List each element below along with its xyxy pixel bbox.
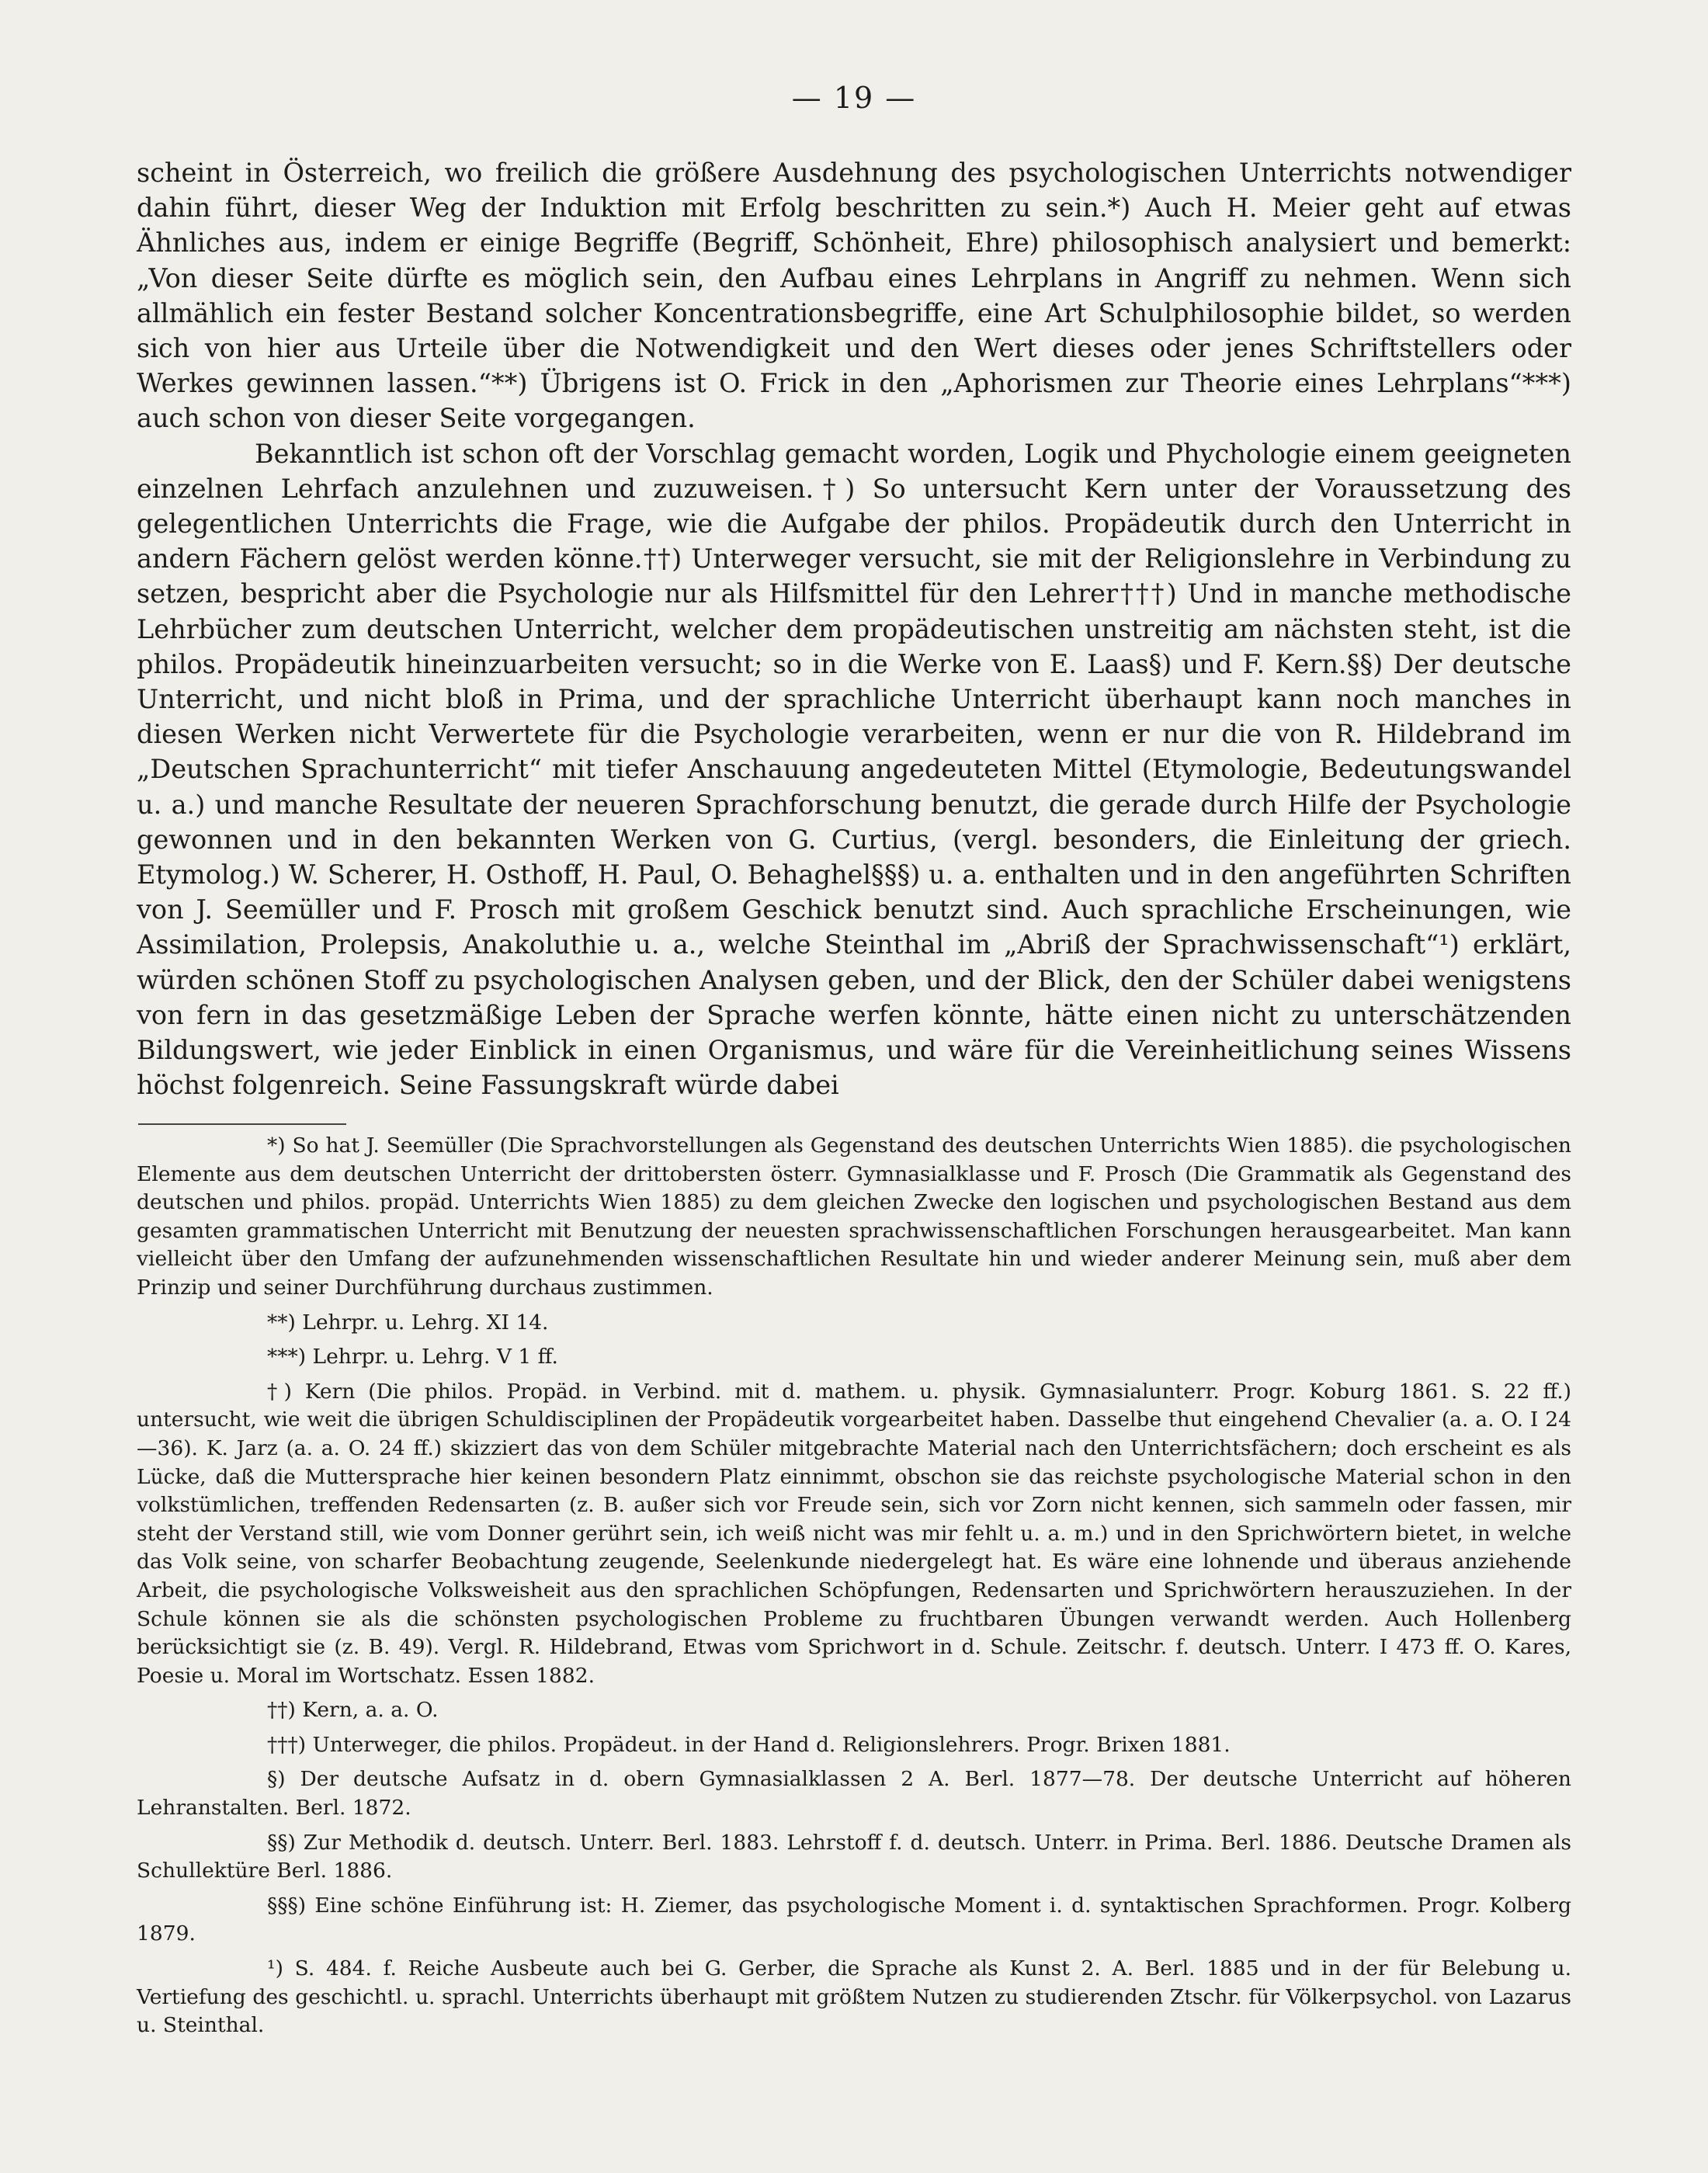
page-number: — 19 — bbox=[791, 81, 917, 115]
footnote-numeric-1: ¹) S. 484. f. Reiche Ausbeute auch bei G. Gerber, die Sprache als Kunst 2. A. Berl. 1885 und in der für Belebung u. Vertiefung des geschichtl. u. sprachl. Unterrichts überhaupt mit größtem Nutzen zu studierenden Ztschr. für Völkerpsychol. von Lazarus u. Steinthal. bbox=[137, 1956, 1571, 2038]
footnote-dagger-2: ††) Kern, a. a. O. bbox=[267, 1698, 439, 1723]
footnote-star-3: ***) Lehrpr. u. Lehrg. V 1 ff. bbox=[267, 1345, 558, 1369]
footnote-dagger-1: †) Kern (Die philos. Propäd. in Verbind. mit d. mathem. u. physik. Gymnasialunterr. Progr. Koburg 1861. S. 22 ff.) untersucht, wie weit die übrigen Schuldisciplinen der Propädeutik vorgearbeitet haben. Dasselbe thut eingehend Chevalier (a. a. O. I 24—36). K. Jarz (a. a. O. 24 ff.) skizziert das von dem Schüler mitgebrachte Material nach den Unterrichtsfächern; doch erscheint es als Lücke, daß die Muttersprache hier keinen besondern Platz einnimmt, obschon sie das reichste psychologische Material schon in den volkstümlichen, treffenden Redensarten (z. B. außer sich vor Freude sein, sich vor Zorn nicht kennen, sich sammeln oder fassen, mir steht der Verstand still, wie vom Donner gerührt sein, ich weiß nicht was mir fehlt u. a. m.) und in den Sprichwörtern bietet, in welche das Volk seine, von scharfer Beobachtung zeugende, Seelenkunde niedergelegt hat. Es wäre eine lohnende und überaus anziehende Arbeit, die psychologische Volksweisheit aus den sprachlichen Schöpfungen, Redensarten und Sprichwörtern herauszuziehen. In der Schule können sie als die schönsten psychologischen Probleme zu fruchtbaren Übungen verwandt werden. Auch Hollenberg berücksichtigt sie (z. B. 49). Vergl. R. Hildebrand, Etwas vom Sprichwort in d. Schule. Zeitschr. f. deutsch. Unterr. I 473 ff. O. Kares, Poesie u. Moral im Wortschatz. Essen 1882. bbox=[137, 1379, 1571, 1688]
footnote-star-1: *) So hat J. Seemüller (Die Sprachvorstellungen als Gegenstand des deutschen Unterrichts Wien 1885). die psychologischen Elemente aus dem deutschen Unterricht der drittobersten österr. Gymnasialklasse und F. Prosch (Die Grammatik als Gegenstand des deutschen und philos. propäd. Unterrichts Wien 1885) zu dem gleichen Zwecke den logischen und psychologischen Bestand aus dem gesamten grammatischen Unterricht mit Benutzung der neuesten sprachwissenschaftlichen Forschungen herausgearbeitet. Man kann vielleicht über den Umfang der aufzunehmenden wissenschaftlichen Resultate hin und wieder anderer Meinung sein, muß aber dem Prinzip und seiner Durchführung durchaus zustimmen. bbox=[137, 1133, 1571, 1300]
footnote-section-2: §§) Zur Methodik d. deutsch. Unterr. Berl. 1883. Lehrstoff f. d. deutsch. Unterr. in Prima. Berl. 1886. Deutsche Dramen als Schullektüre Berl. 1886. bbox=[137, 1830, 1571, 1883]
footnote-star-2: **) Lehrpr. u. Lehrg. XI 14. bbox=[267, 1310, 549, 1335]
footnote-section-3: §§§) Eine schöne Einführung ist: H. Ziemer, das psychologische Moment i. d. syntaktischen Sprachformen. Progr. Kolberg 1879. bbox=[137, 1893, 1571, 1946]
paragraph-2: Bekanntlich ist schon oft der Vorschlag gemacht worden, Logik und Phychologie einem geeigneten einzelnen Lehrfach anzulehnen und zuzuweisen.†) So untersucht Kern unter der Voraussetzung des gelegentlichen Unterrichts die Frage, wie die Aufgabe der philos. Propädeutik durch den Unterricht in andern Fächern gelöst werden könne.††) Unterweger versucht, sie mit der Religionslehre in Verbindung zu setzen, bespricht aber die Psychologie nur als Hilfsmittel für den Lehrer†††) Und in manche methodische Lehrbücher zum deutschen Unterricht, welcher dem propädeutischen unstreitig am nächsten steht, ist die philos. Propädeutik hineinzuarbeiten versucht; so in die Werke von E. Laas§) und F. Kern.§§) Der deutsche Unterricht, und nicht bloß in Prima, und der sprachliche Unterricht überhaupt kann noch manches in diesen Werken nicht Verwertete für die Psychologie verarbeiten, wenn er nur die von R. Hildebrand im „Deutschen Sprachunterricht“ mit tiefer Anschauung angedeuteten Mittel (Etymologie, Bedeutungswandel u. a.) und manche Resultate der neueren Sprachforschung benutzt, die gerade durch Hilfe der Psychologie gewonnen und in den bekannten Werken von G. Curtius, (vergl. besonders, die Einleitung der griech. Etymolog.) W. Scherer, H. Osthoff, H. Paul, O. Behaghel§§§) u. a. enthalten und in den angeführten Schriften von J. Seemüller und F. Prosch mit großem Geschick benutzt sind. Auch sprachliche Erscheinungen, wie Assimilation, Prolepsis, Anakoluthie u. a., welche Steinthal im „Abriß der Sprachwissenschaft“¹) erklärt, würden schönen Stoff zu psychologischen Analysen geben, und der Blick, den der Schüler dabei wenigstens von fern in das gesetzmäßige Leben der Sprache werfen könnte, hätte einen nicht zu unterschätzenden Bildungswert, wie jeder Einblick in einen Organismus, und wäre für die Vereinheitlichung seines Wissens höchst folgenreich. Seine Fassungskraft würde dabei bbox=[137, 438, 1571, 1101]
footnote-dagger-3: †††) Unterweger, die philos. Propädeut. in der Hand d. Religionslehrers. Progr. Brixen 1881. bbox=[267, 1732, 1231, 1757]
paragraph-1: scheint in Österreich, wo freilich die größere Ausdehnung des psychologischen Unterrichts notwendiger dahin führt, dieser Weg der Induktion mit Erfolg beschritten zu sein.*) Auch H. Meier geht auf etwas Ähnliches aus, indem er einige Begriffe (Begriff, Schönheit, Ehre) philosophisch analysiert und bemerkt: „Von dieser Seite dürfte es möglich sein, den Aufbau eines Lehrplans in Angriff zu nehmen. Wenn sich allmählich ein fester Bestand solcher Koncentrationsbegriffe, eine Art Schulphilosophie bildet, so werden sich von hier aus Urteile über die Notwendigkeit und den Wert dieses oder jenes Schriftstellers oder Werkes gewinnen lassen.“**) Übrigens ist O. Frick in den „Aphorismen zur Theorie eines Lehrplans“***) auch schon von dieser Seite vorgegangen. bbox=[137, 158, 1571, 434]
footnote-section-1: §) Der deutsche Aufsatz in d. obern Gymnasialklassen 2 A. Berl. 1877—78. Der deutsche Unterricht auf höheren Lehranstalten. Berl. 1872. bbox=[137, 1767, 1571, 1821]
main-text bbox=[137, 155, 1571, 1102]
footnote-separator bbox=[138, 1123, 346, 1125]
footnotes bbox=[137, 1132, 1571, 2040]
